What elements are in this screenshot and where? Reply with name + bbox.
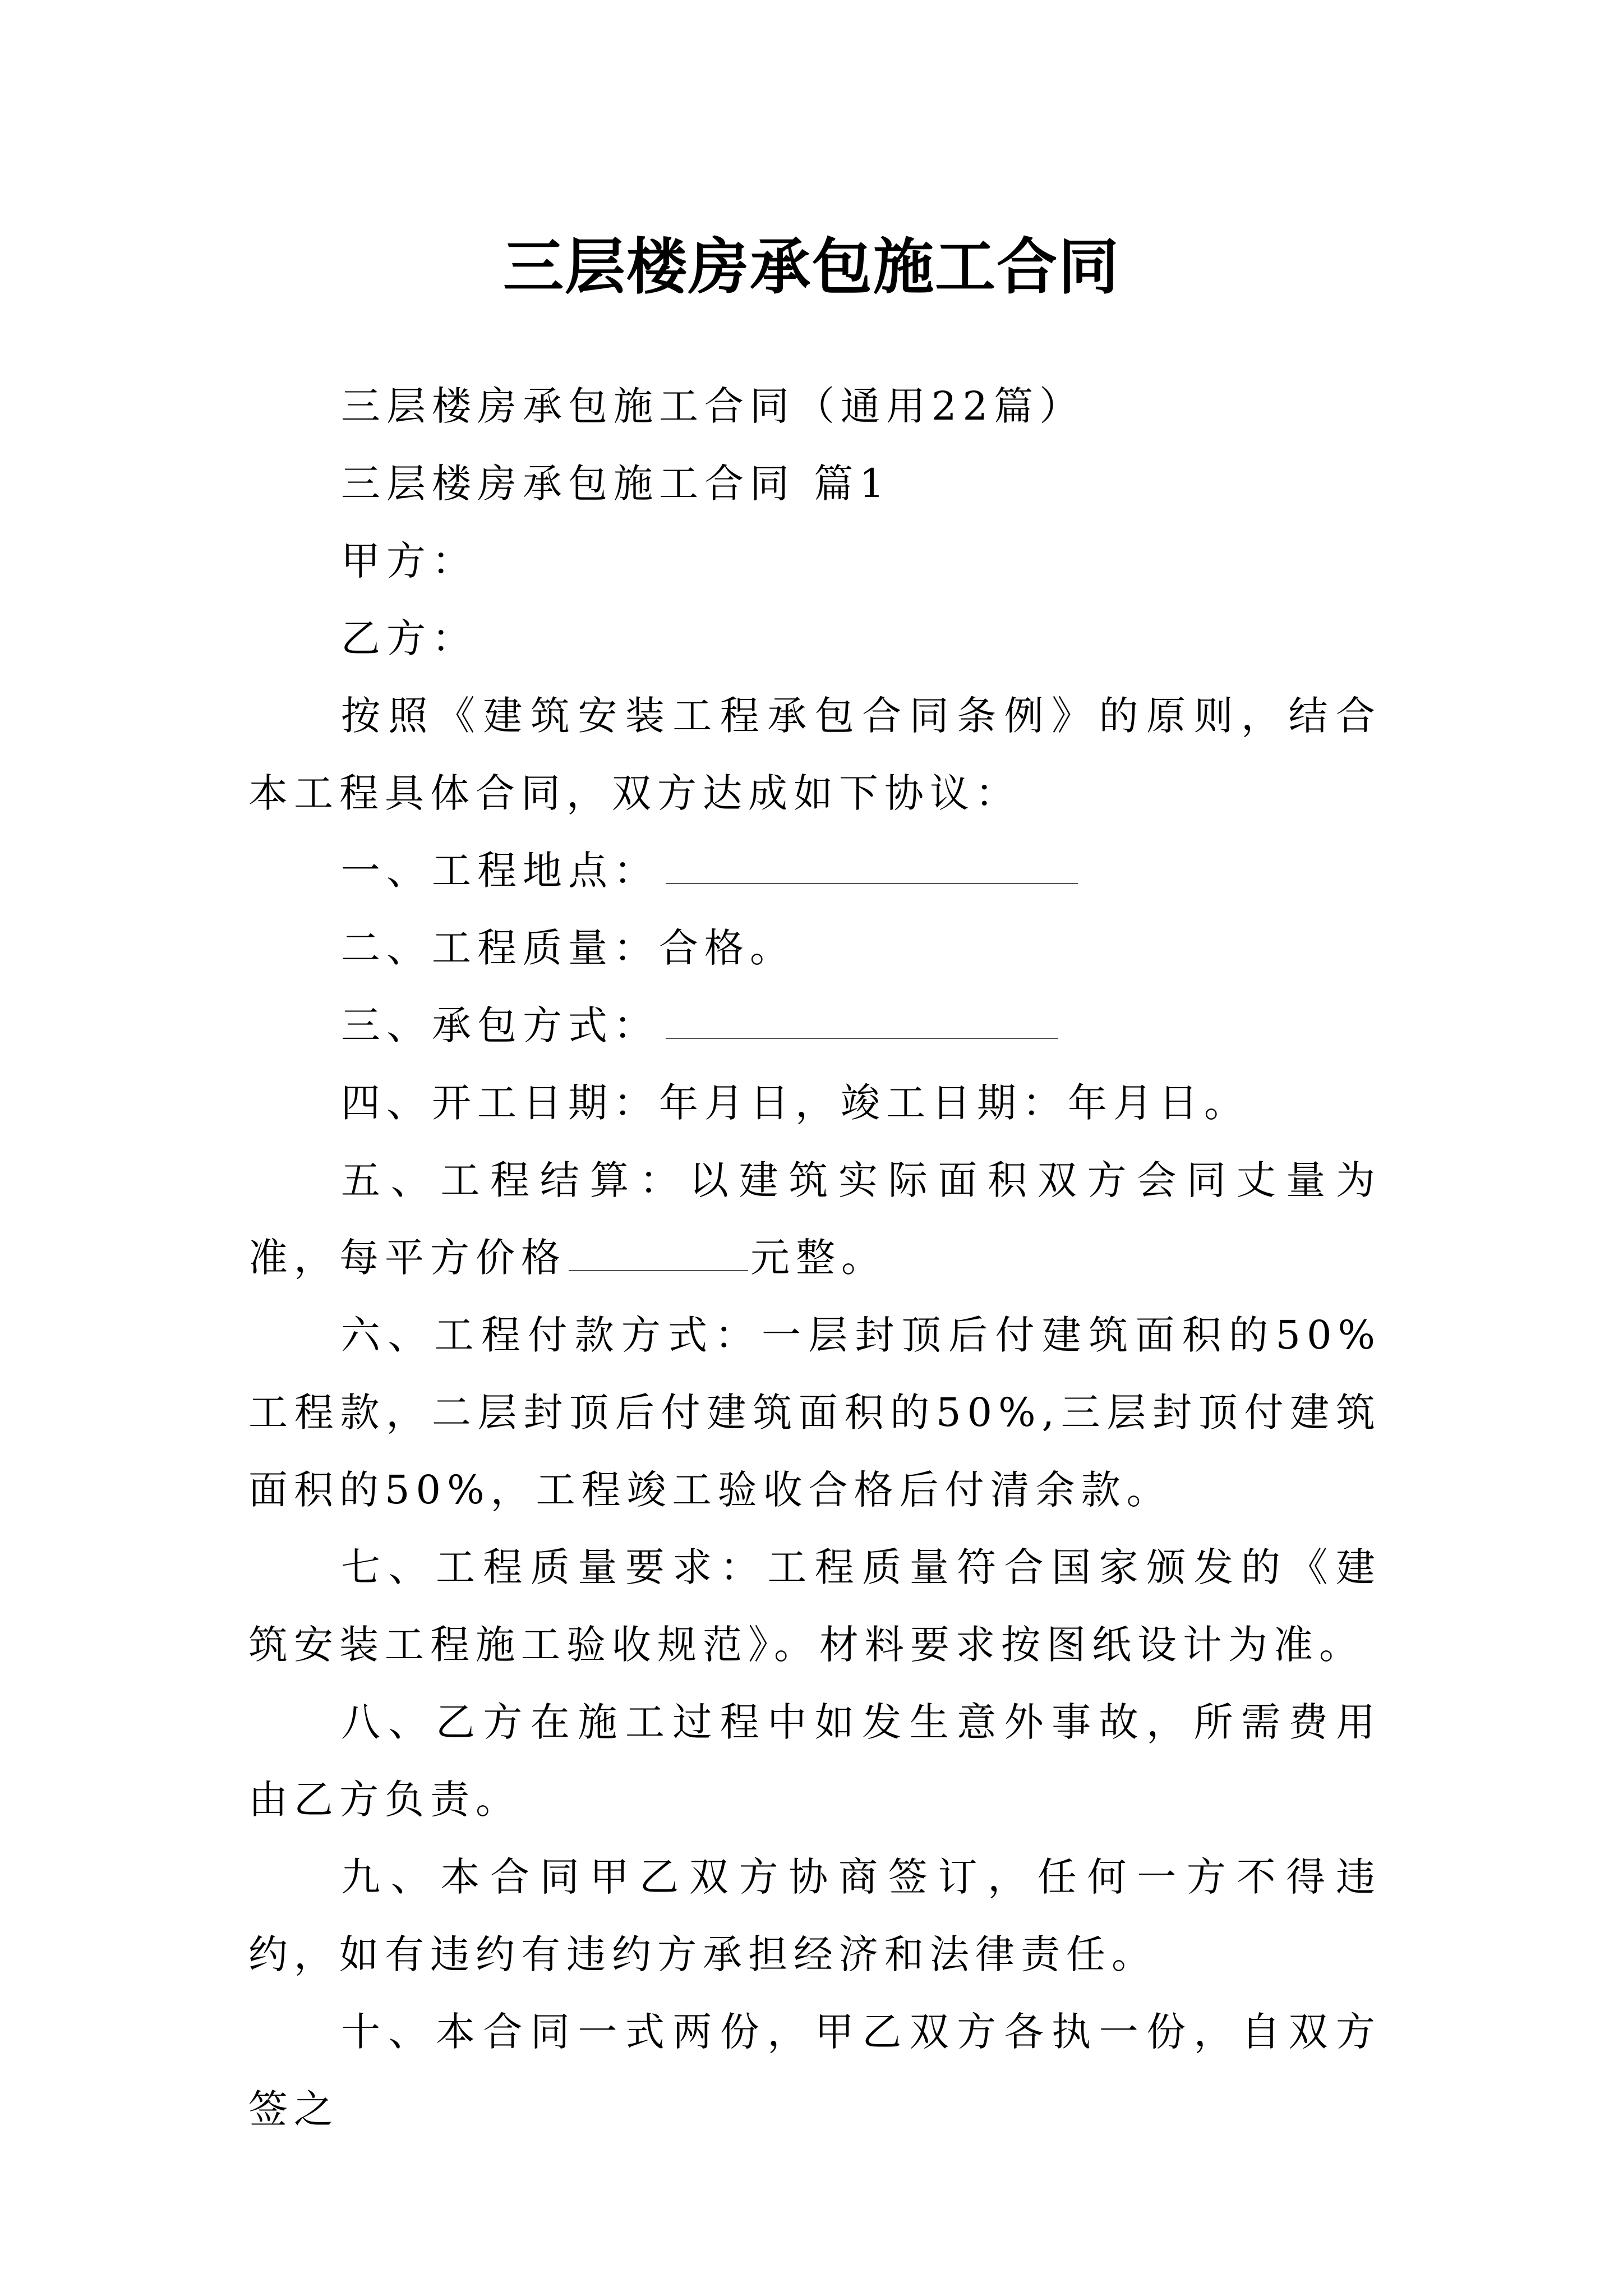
clause-2-quality: 二、工程质量：合格。 [341,925,795,971]
clause-4-dates: 四、开工日期：年月日，竣工日期：年月日。 [341,1080,1249,1126]
clause-5-suffix: 元整。 [750,1235,887,1281]
clause-10-copies: 十、本合同一式两份，甲乙双方各执一份，自双方签之 [248,2009,1381,2132]
clause-6-payment: 六、工程付款方式：一层封顶后付建筑面积的50%工程款，二层封顶后付建筑面积的50%,三层封顶付建筑面积的50%，工程竣工验收合格后付清余款。 [248,1312,1381,1513]
clause-7-quality-requirements: 七、工程质量要求：工程质量符合国家颁发的《建筑安装工程施工验收规范》。材料要求按图纸设计为准。 [248,1544,1381,1668]
clause-5-text: 五、工程结算：以建筑实际面积双方会同丈量为准，每平方价格 [248,1157,1381,1281]
clause-1-label: 一、工程地点： [341,848,659,894]
preamble-paragraph: 按照《建筑安装工程承包合同条例》的原则，结合本工程具体合同，双方达成如下协议： [248,693,1381,816]
document-body [248,367,1381,2148]
clause-3-contract-mode [248,987,1381,1064]
document-title: 三层楼房承包施工合同 [502,232,1120,303]
party-b-line: 乙方： [341,615,477,661]
contract-mode-blank [666,1003,1058,1039]
clause-8-accidents: 八、乙方在施工过程中如发生意外事故，所需费用由乙方负责。 [248,1699,1381,1823]
clause-9-breach: 九、本合同甲乙双方协商签订，任何一方不得违约，如有违约有违约方承担经济和法律责任。 [248,1854,1381,1977]
clause-5-settlement [248,1142,1381,1296]
clause-3-label: 三、承包方式： [341,1002,659,1048]
subtitle-paragraph: 三层楼房承包施工合同（通用22篇） [341,383,1085,429]
party-a-line: 甲方： [341,538,477,584]
section-heading: 三层楼房承包施工合同 篇1 [341,461,891,507]
clause-1-location [248,832,1381,909]
price-blank [569,1235,748,1271]
location-blank [666,848,1078,884]
